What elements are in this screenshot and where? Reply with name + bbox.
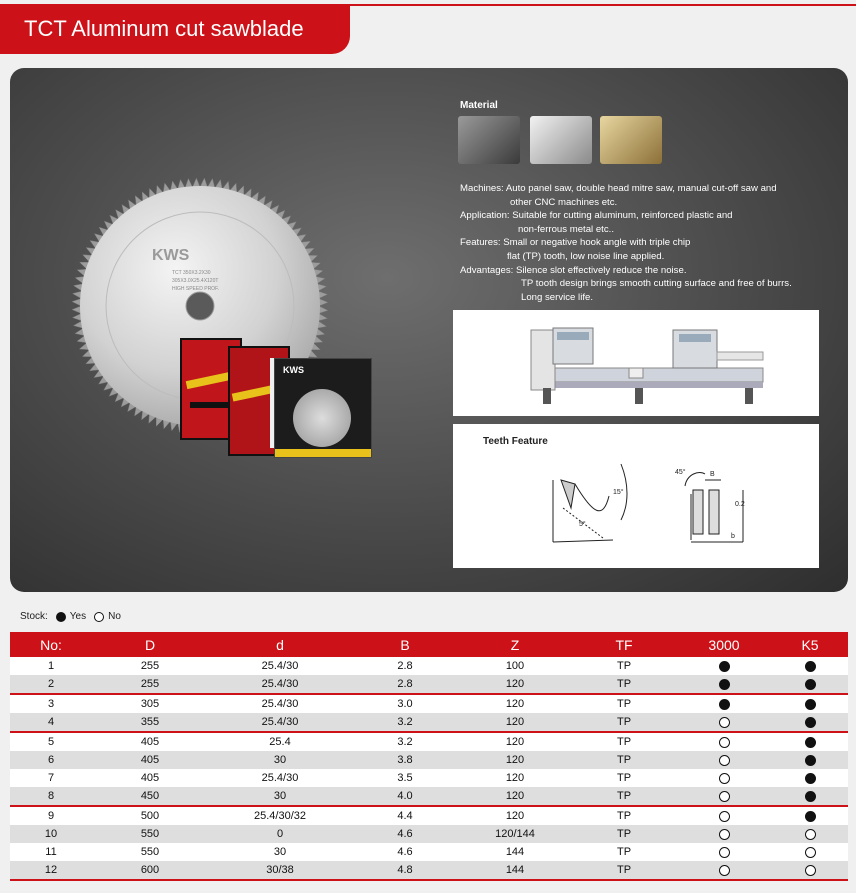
stock-yes-dot-icon xyxy=(805,755,816,766)
teeth-angle-15: 15° xyxy=(613,489,624,496)
cell-B: 3.8 xyxy=(352,751,458,769)
application-line-2: non-ferrous metal etc.. xyxy=(518,223,614,235)
stock-no-dot-icon xyxy=(805,865,816,876)
cell-d: 0 xyxy=(208,825,352,843)
material-label: Material xyxy=(460,100,498,111)
cell-Z: 100 xyxy=(458,657,572,675)
cell-D: 500 xyxy=(92,806,208,825)
cell-D: 450 xyxy=(92,787,208,806)
teeth-dim-02: 0.2 xyxy=(735,501,745,508)
cell-TF: TP xyxy=(572,787,676,806)
cell-D: 355 xyxy=(92,713,208,732)
blade-spec-line1: TCT 350X3.2X30 xyxy=(172,270,211,276)
material-profile-dark xyxy=(458,116,520,164)
table-row xyxy=(10,825,848,843)
col-header-B: B xyxy=(352,632,458,657)
cell-no: 11 xyxy=(10,843,92,861)
cell-d: 30 xyxy=(208,787,352,806)
cell-D: 305 xyxy=(92,694,208,713)
cell-s3000 xyxy=(676,751,772,769)
cell-TF: TP xyxy=(572,769,676,787)
machines-line-1: Machines: Auto panel saw, double head mitre saw, manual cut-off saw and xyxy=(460,183,777,194)
cell-B: 4.0 xyxy=(352,787,458,806)
cell-k5 xyxy=(772,657,848,675)
cell-Z: 120 xyxy=(458,751,572,769)
cell-k5 xyxy=(772,751,848,769)
cell-TF: TP xyxy=(572,861,676,880)
stock-no-dot-icon xyxy=(719,847,730,858)
cell-Z: 144 xyxy=(458,843,572,861)
cell-no: 5 xyxy=(10,732,92,751)
stock-yes-dot-icon xyxy=(719,661,730,672)
teeth-feature-title: Teeth Feature xyxy=(483,436,548,447)
cell-s3000 xyxy=(676,675,772,694)
table-header-row xyxy=(10,632,848,657)
teeth-dim-B: B xyxy=(710,471,715,478)
cell-TF: TP xyxy=(572,806,676,825)
stock-no-dot-icon xyxy=(805,829,816,840)
cell-no: 10 xyxy=(10,825,92,843)
cell-k5 xyxy=(772,843,848,861)
blade-spec-line2: 305X3.0X25.4X120T xyxy=(172,278,219,284)
cell-B: 3.2 xyxy=(352,713,458,732)
yes-dot-icon xyxy=(56,612,66,622)
cell-no: 1 xyxy=(10,657,92,675)
page-title: TCT Aluminum cut sawblade xyxy=(24,16,304,41)
cell-TF: TP xyxy=(572,825,676,843)
cell-k5 xyxy=(772,787,848,806)
stock-yes-dot-icon xyxy=(805,717,816,728)
product-panel xyxy=(10,68,848,592)
table-row xyxy=(10,806,848,825)
col-header-Z: Z xyxy=(458,632,572,657)
cell-d: 30 xyxy=(208,843,352,861)
table-row xyxy=(10,769,848,787)
stock-yes-dot-icon xyxy=(805,811,816,822)
no-dot-icon xyxy=(94,612,104,622)
cell-k5 xyxy=(772,675,848,694)
stock-no-dot-icon xyxy=(805,847,816,858)
cell-k5 xyxy=(772,769,848,787)
cell-s3000 xyxy=(676,732,772,751)
cell-D: 405 xyxy=(92,732,208,751)
stock-yes-dot-icon xyxy=(719,679,730,690)
table-row xyxy=(10,657,848,675)
cell-no: 7 xyxy=(10,769,92,787)
cell-d: 25.4/30 xyxy=(208,694,352,713)
table-row xyxy=(10,732,848,751)
cell-Z: 120/144 xyxy=(458,825,572,843)
cell-Z: 120 xyxy=(458,787,572,806)
stock-no-dot-icon xyxy=(719,865,730,876)
cell-D: 255 xyxy=(92,675,208,694)
cell-s3000 xyxy=(676,657,772,675)
cell-k5 xyxy=(772,861,848,880)
stock-no-dot-icon xyxy=(719,829,730,840)
advantages-line-3: Long service life. xyxy=(521,291,593,303)
cell-k5 xyxy=(772,713,848,732)
machines-line-2: other CNC machines etc. xyxy=(510,196,618,208)
application-line-1: Application: Suitable for cutting aluminum, reinforced plastic and xyxy=(460,210,733,222)
cell-d: 30 xyxy=(208,751,352,769)
teeth-dim-b: b xyxy=(731,533,735,540)
stock-no-dot-icon xyxy=(719,811,730,822)
cell-s3000 xyxy=(676,769,772,787)
cell-B: 3.5 xyxy=(352,769,458,787)
col-header-d: d xyxy=(208,632,352,657)
cell-no: 12 xyxy=(10,861,92,880)
col-header-K5: K5 xyxy=(772,632,848,657)
cell-D: 600 xyxy=(92,861,208,880)
stock-no-dot-icon xyxy=(719,773,730,784)
saw-machine-image xyxy=(453,310,819,416)
cell-s3000 xyxy=(676,694,772,713)
cell-TF: TP xyxy=(572,694,676,713)
cell-TF: TP xyxy=(572,732,676,751)
stock-no-dot-icon xyxy=(719,737,730,748)
col-header-3000: 3000 xyxy=(676,632,772,657)
cell-D: 550 xyxy=(92,843,208,861)
cell-B: 3.2 xyxy=(352,732,458,751)
cell-d: 30/38 xyxy=(208,861,352,880)
cell-Z: 120 xyxy=(458,694,572,713)
cell-TF: TP xyxy=(572,843,676,861)
blade-spec-line3: HIGH SPEED PROF. xyxy=(172,286,219,292)
cell-B: 2.8 xyxy=(352,675,458,694)
cell-Z: 120 xyxy=(458,675,572,694)
cell-s3000 xyxy=(676,861,772,880)
cell-D: 550 xyxy=(92,825,208,843)
cell-d: 25.4/30 xyxy=(208,675,352,694)
spec-table xyxy=(10,632,848,881)
package-brand: KWS xyxy=(283,365,304,375)
table-row xyxy=(10,694,848,713)
cell-Z: 120 xyxy=(458,732,572,751)
cell-B: 4.8 xyxy=(352,861,458,880)
cell-s3000 xyxy=(676,843,772,861)
cell-TF: TP xyxy=(572,657,676,675)
cell-s3000 xyxy=(676,806,772,825)
features-line-2: flat (TP) tooth, low noise line applied. xyxy=(507,250,665,262)
teeth-angle-45: 45° xyxy=(675,469,686,476)
blade-brand-text: KWS xyxy=(152,247,190,264)
cell-no: 9 xyxy=(10,806,92,825)
cell-no: 2 xyxy=(10,675,92,694)
cell-no: 6 xyxy=(10,751,92,769)
cell-no: 3 xyxy=(10,694,92,713)
package-box-3 xyxy=(274,358,372,458)
cell-TF: TP xyxy=(572,675,676,694)
table-row xyxy=(10,787,848,806)
table-row xyxy=(10,861,848,880)
stock-legend xyxy=(20,611,121,622)
cell-D: 405 xyxy=(92,769,208,787)
title-banner xyxy=(0,4,350,54)
cell-B: 4.4 xyxy=(352,806,458,825)
cell-D: 255 xyxy=(92,657,208,675)
cell-k5 xyxy=(772,806,848,825)
stock-no-dot-icon xyxy=(719,717,730,728)
stock-no-dot-icon xyxy=(719,755,730,766)
cell-B: 4.6 xyxy=(352,843,458,861)
cell-s3000 xyxy=(676,825,772,843)
cell-D: 405 xyxy=(92,751,208,769)
stock-yes-dot-icon xyxy=(805,773,816,784)
cell-Z: 120 xyxy=(458,769,572,787)
cell-no: 4 xyxy=(10,713,92,732)
cell-Z: 144 xyxy=(458,861,572,880)
stock-yes-dot-icon xyxy=(719,699,730,710)
stock-label: Stock: xyxy=(20,611,48,622)
table-row xyxy=(10,843,848,861)
cell-d: 25.4/30/32 xyxy=(208,806,352,825)
advantages-line-1: Advantages: Silence slot effectively reduce the noise. xyxy=(460,264,687,276)
col-header-TF: TF xyxy=(572,632,676,657)
cell-B: 3.0 xyxy=(352,694,458,713)
cell-k5 xyxy=(772,825,848,843)
stock-yes-dot-icon xyxy=(805,661,816,672)
cell-d: 25.4/30 xyxy=(208,657,352,675)
stock-yes-dot-icon xyxy=(805,699,816,710)
teeth-feature-diagram xyxy=(453,424,819,568)
cell-no: 8 xyxy=(10,787,92,806)
stock-no-dot-icon xyxy=(719,791,730,802)
cell-k5 xyxy=(772,694,848,713)
teeth-angle-5: 5° xyxy=(579,521,586,528)
cell-TF: TP xyxy=(572,713,676,732)
product-description xyxy=(460,182,840,304)
col-header-D: D xyxy=(92,632,208,657)
stock-no-label: No xyxy=(108,611,121,622)
stock-yes-dot-icon xyxy=(805,791,816,802)
cell-d: 25.4/30 xyxy=(208,713,352,732)
cell-d: 25.4/30 xyxy=(208,769,352,787)
cell-TF: TP xyxy=(572,751,676,769)
cell-Z: 120 xyxy=(458,713,572,732)
cell-k5 xyxy=(772,732,848,751)
col-header-no: No: xyxy=(10,632,92,657)
cell-B: 4.6 xyxy=(352,825,458,843)
cell-s3000 xyxy=(676,787,772,806)
advantages-line-2: TP tooth design brings smooth cutting surface and free of burrs. xyxy=(521,278,792,290)
stock-yes-dot-icon xyxy=(805,679,816,690)
material-profile-silver xyxy=(530,116,592,164)
cell-d: 25.4 xyxy=(208,732,352,751)
table-row xyxy=(10,751,848,769)
table-row xyxy=(10,713,848,732)
material-profile-gold xyxy=(600,116,662,164)
features-line-1: Features: Small or negative hook angle with triple chip xyxy=(460,237,691,249)
cell-B: 2.8 xyxy=(352,657,458,675)
cell-s3000 xyxy=(676,713,772,732)
cell-Z: 120 xyxy=(458,806,572,825)
stock-yes-dot-icon xyxy=(805,737,816,748)
stock-yes-label: Yes xyxy=(69,611,87,622)
table-row xyxy=(10,675,848,694)
